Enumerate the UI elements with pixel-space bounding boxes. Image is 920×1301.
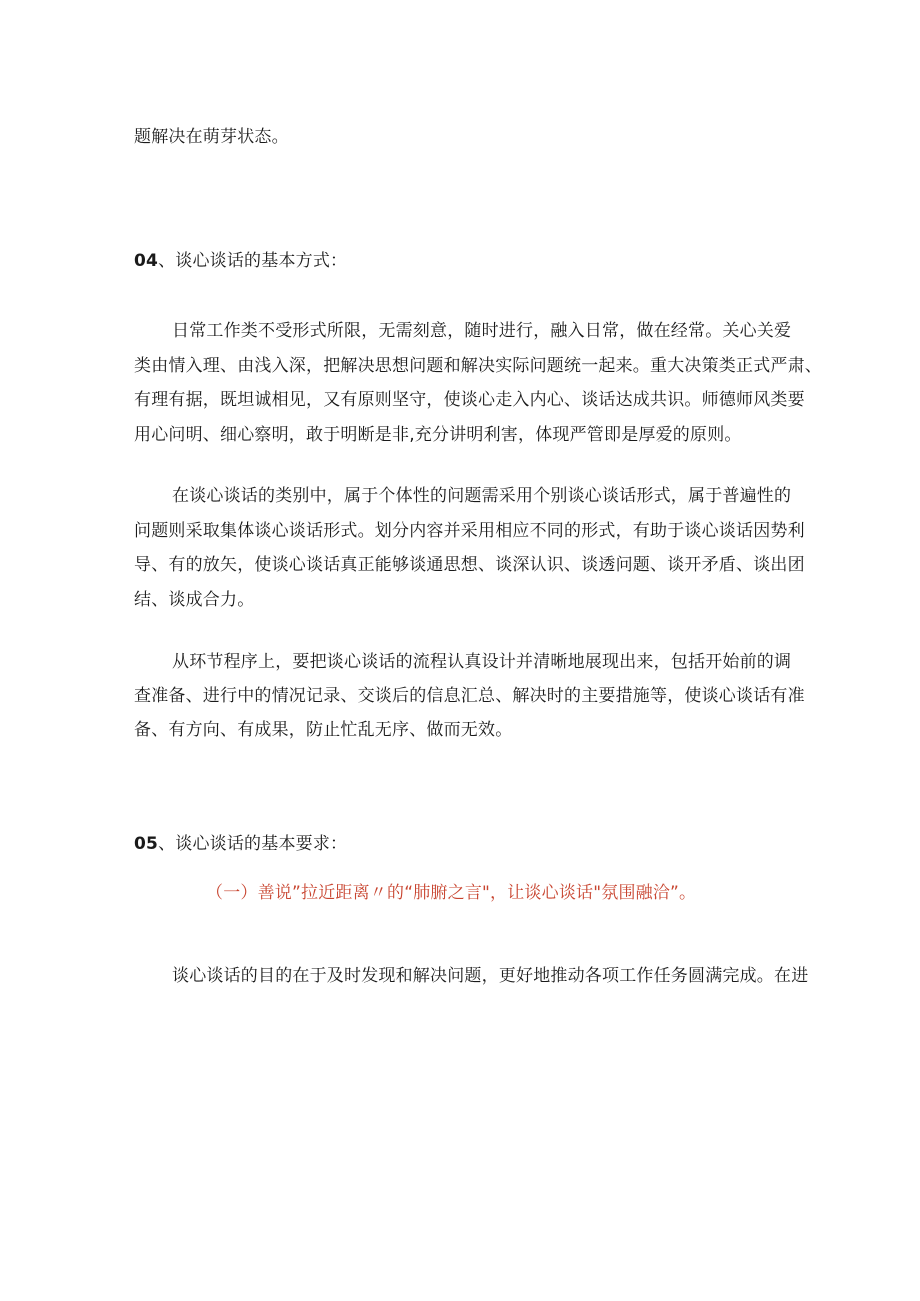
paragraph-line: 问题则采取集体谈心谈话形式。划分内容并采用相应不同的形式，有助于谈心谈话因势利 [134, 521, 805, 541]
section-04-heading [134, 250, 347, 272]
paragraph-line: 在谈心谈话的类别中，属于个体性的问题需采用个别谈心谈话形式，属于普遍性的 [172, 486, 792, 506]
section-05-title: 、谈心谈话的基本要求： [158, 834, 348, 854]
paragraph-line: 类由情入理、由浅入深，把解决思想问题和解决实际问题统一起来。重大决策类正式严肃、 [134, 356, 822, 376]
paragraph-line: 备、有方向、有成果，防止忙乱无序、做而无效。 [134, 720, 513, 740]
paragraph-line: 查准备、进行中的情况记录、交谈后的信息汇总、解决时的主要措施等，使谈心谈话有准 [134, 686, 805, 706]
section-05-heading [134, 833, 347, 855]
section-04-number: 04 [134, 251, 159, 271]
paragraph-line: 有理有据，既坦诚相见，又有原则坚守，使谈心走入内心、谈话达成共识。师德师风类要 [134, 390, 805, 410]
subheading-red: （一）善说”拉近距离〃的“肺腑之言"，让谈心谈话"氛围融洽”。 [206, 883, 697, 903]
paragraph-line: 日常工作类不受形式所限，无需刻意，随时进行，融入日常，做在经常。关心关爱 [172, 321, 792, 341]
section-04-title: 、谈心谈话的基本方式： [158, 251, 348, 271]
paragraph-line: 从环节程序上，要把谈心谈话的流程认真设计并清晰地展现出来，包括开始前的调 [172, 652, 792, 672]
section-05-number: 05 [134, 834, 159, 854]
continuation-text: 题解决在萌芽状态。 [134, 127, 289, 147]
paragraph-line: 谈心谈话的目的在于及时发现和解决问题，更好地推动各项工作任务圆满完成。在进 [172, 966, 809, 986]
paragraph-line: 结、谈成合力。 [134, 590, 255, 610]
paragraph-line: 用心问明、细心察明，敢于明断是非,充分讲明利害，体现严管即是厚爱的原则。 [134, 425, 742, 445]
paragraph-line: 导、有的放矢，使谈心谈话真正能够谈通思想、谈深认识、谈透问题、谈开矛盾、谈出团 [134, 555, 805, 575]
